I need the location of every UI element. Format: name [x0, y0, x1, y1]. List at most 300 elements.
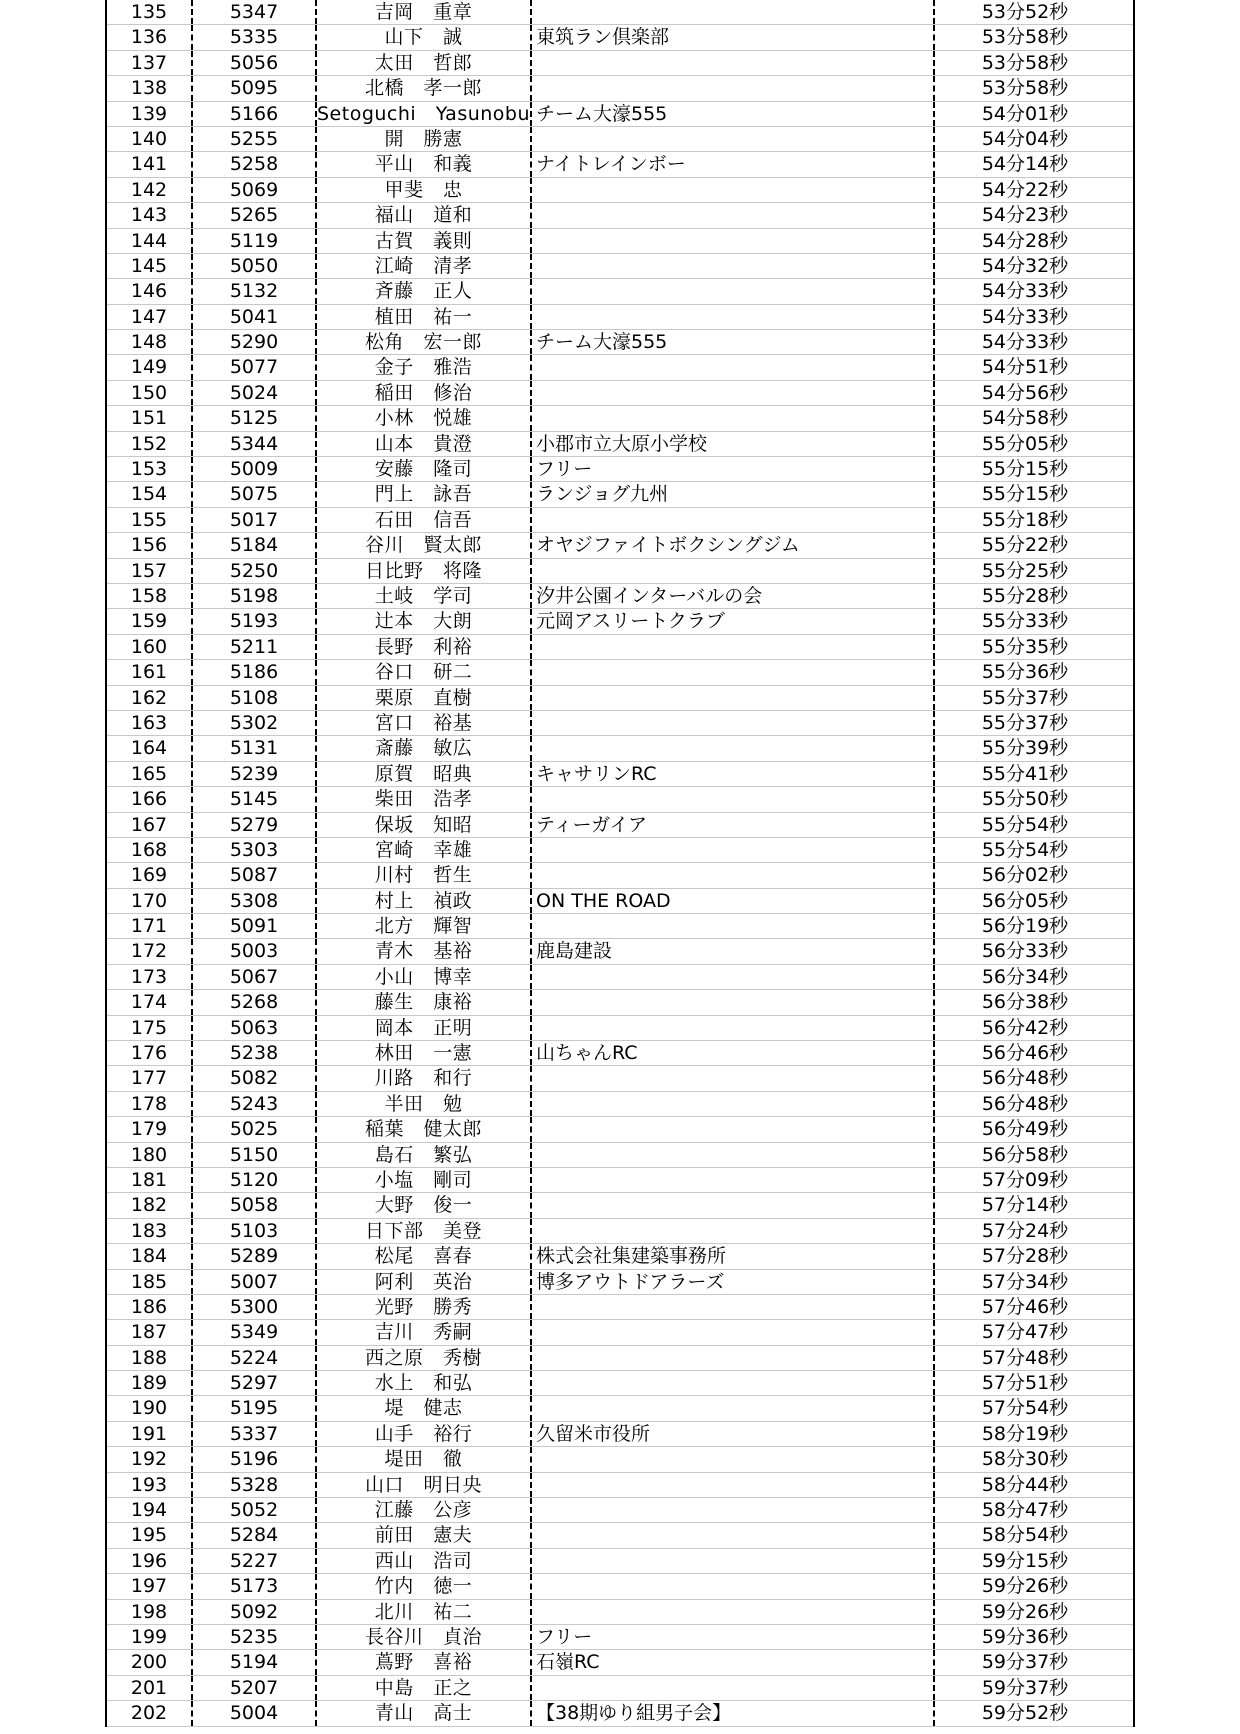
finish-time-cell: 55分15秒: [981, 483, 1069, 506]
table-row: [107, 279, 1133, 304]
finish-time-cell: 54分33秒: [981, 331, 1069, 354]
bib-number-cell: 5075: [193, 482, 317, 506]
team-cell: [532, 1193, 935, 1217]
table-row: [107, 889, 1133, 914]
rank-cell: 186: [107, 1295, 193, 1319]
finish-time-cell: 59分37秒: [981, 1676, 1069, 1699]
runner-name-cell: 林田 一憲: [317, 1041, 532, 1065]
table-row: [107, 457, 1133, 482]
table-row: [107, 25, 1133, 50]
runner-name-cell: 青木 基裕: [317, 939, 532, 963]
runner-name-cell: 日下部 美登: [317, 1219, 532, 1243]
bib-number-cell: 5063: [193, 1016, 317, 1040]
rank-cell: 167: [107, 813, 193, 837]
team-cell: [532, 1066, 935, 1090]
bib-number-cell: 5092: [193, 1600, 317, 1624]
team-cell: [532, 990, 935, 1014]
bib-number-cell: 5024: [193, 381, 317, 405]
rank-cell: 200: [107, 1650, 193, 1674]
finish-time-cell: 55分37秒: [981, 711, 1069, 734]
runner-name-cell: 平山 和義: [317, 152, 532, 176]
rank-cell: 202: [107, 1701, 193, 1725]
runner-name-cell: 古賀 義則: [317, 229, 532, 253]
finish-time-cell: 54分58秒: [981, 407, 1069, 430]
finish-time-cell: 55分25秒: [981, 559, 1069, 582]
finish-time-cell: 54分23秒: [981, 204, 1069, 227]
team-cell: [532, 1346, 935, 1370]
rank-cell: 176: [107, 1041, 193, 1065]
runner-name-cell: 島石 繁弘: [317, 1143, 532, 1167]
runner-name-cell: 原賀 昭典: [317, 762, 532, 786]
runner-name-cell: 山本 貴澄: [317, 432, 532, 456]
rank-cell: 189: [107, 1371, 193, 1395]
table-row: [107, 990, 1133, 1015]
team-cell: 博多アウトドアラーズ: [532, 1270, 935, 1294]
team-cell: [532, 229, 935, 253]
bib-number-cell: 5186: [193, 660, 317, 684]
team-cell: [532, 787, 935, 811]
finish-time-cell: 56分05秒: [981, 889, 1069, 912]
table-row: [107, 178, 1133, 203]
runner-name-cell: 北川 祐二: [317, 1600, 532, 1624]
rank-cell: 201: [107, 1676, 193, 1700]
table-row: [107, 1016, 1133, 1041]
runner-name-cell: 光野 勝秀: [317, 1295, 532, 1319]
bib-number-cell: 5103: [193, 1219, 317, 1243]
finish-time-cell: 59分26秒: [981, 1575, 1069, 1598]
bib-number-cell: 5120: [193, 1168, 317, 1192]
runner-name-cell: 北方 輝智: [317, 914, 532, 938]
team-cell: [532, 381, 935, 405]
bib-number-cell: 5243: [193, 1092, 317, 1116]
team-cell: [532, 1473, 935, 1497]
team-cell: [532, 1600, 935, 1624]
finish-time-cell: 55分33秒: [981, 610, 1069, 633]
finish-time-cell: 54分33秒: [981, 305, 1069, 328]
bib-number-cell: 5194: [193, 1650, 317, 1674]
runner-name-cell: 長谷川 貞治: [317, 1625, 532, 1649]
rank-cell: 151: [107, 406, 193, 430]
runner-name-cell: 稲田 修治: [317, 381, 532, 405]
finish-time-cell: 53分58秒: [981, 77, 1069, 100]
table-row: [107, 914, 1133, 939]
table-row: [107, 1498, 1133, 1523]
runner-name-cell: 安藤 隆司: [317, 457, 532, 481]
bib-number-cell: 5268: [193, 990, 317, 1014]
bib-number-cell: 5091: [193, 914, 317, 938]
team-cell: ティーガイア: [532, 813, 935, 837]
table-row: [107, 1422, 1133, 1447]
runner-name-cell: 岡本 正明: [317, 1016, 532, 1040]
table-row: [107, 1676, 1133, 1701]
rank-cell: 195: [107, 1523, 193, 1547]
bib-number-cell: 5004: [193, 1701, 317, 1725]
table-row: [107, 1371, 1133, 1396]
team-cell: 山ちゃんRC: [532, 1041, 935, 1065]
table-row: [107, 254, 1133, 279]
runner-name-cell: 蔦野 喜裕: [317, 1650, 532, 1674]
bib-number-cell: 5132: [193, 279, 317, 303]
bib-number-cell: 5184: [193, 533, 317, 557]
runner-name-cell: 川路 和行: [317, 1066, 532, 1090]
rank-cell: 154: [107, 482, 193, 506]
rank-cell: 193: [107, 1473, 193, 1497]
rank-cell: 188: [107, 1346, 193, 1370]
runner-name-cell: 竹内 徳一: [317, 1574, 532, 1598]
bib-number-cell: 5009: [193, 457, 317, 481]
runner-name-cell: 柴田 浩孝: [317, 787, 532, 811]
team-cell: [532, 863, 935, 887]
table-row: [107, 1473, 1133, 1498]
table-row: [107, 1625, 1133, 1650]
team-cell: [532, 127, 935, 151]
team-cell: 鹿島建設: [532, 939, 935, 963]
table-row: [107, 1244, 1133, 1269]
runner-name-cell: 村上 禎政: [317, 889, 532, 913]
runner-name-cell: 宮口 裕基: [317, 711, 532, 735]
bib-number-cell: 5211: [193, 635, 317, 659]
table-row: [107, 1092, 1133, 1117]
bib-number-cell: 5041: [193, 305, 317, 329]
runner-name-cell: 北橋 孝一郎: [317, 76, 532, 100]
rank-cell: 165: [107, 762, 193, 786]
bib-number-cell: 5150: [193, 1143, 317, 1167]
table-row: [107, 1295, 1133, 1320]
runner-name-cell: 小林 悦雄: [317, 406, 532, 430]
finish-time-cell: 57分28秒: [981, 1245, 1069, 1268]
bib-number-cell: 5300: [193, 1295, 317, 1319]
finish-time-cell: 55分18秒: [981, 508, 1069, 531]
finish-time-cell: 55分41秒: [981, 762, 1069, 785]
finish-time-cell: 55分54秒: [981, 838, 1069, 861]
runner-name-cell: 福山 道和: [317, 203, 532, 227]
bib-number-cell: 5166: [193, 102, 317, 126]
table-row: [107, 1270, 1133, 1295]
runner-name-cell: 長野 利裕: [317, 635, 532, 659]
finish-time-cell: 55分05秒: [981, 432, 1069, 455]
team-cell: [532, 635, 935, 659]
table-row: [107, 660, 1133, 685]
team-cell: チーム大濠555: [532, 330, 935, 354]
finish-time-cell: 57分54秒: [981, 1397, 1069, 1420]
runner-name-cell: 堤 健志: [317, 1396, 532, 1420]
rank-cell: 156: [107, 533, 193, 557]
runner-name-cell: 山口 明日央: [317, 1473, 532, 1497]
rank-cell: 194: [107, 1498, 193, 1522]
rank-cell: 152: [107, 432, 193, 456]
finish-time-cell: 54分32秒: [981, 254, 1069, 277]
finish-time-cell: 55分28秒: [981, 584, 1069, 607]
table-row: [107, 686, 1133, 711]
runner-name-cell: 土岐 学司: [317, 584, 532, 608]
runner-name-cell: 太田 哲郎: [317, 51, 532, 75]
team-cell: 汐井公園インターバルの会: [532, 584, 935, 608]
rank-cell: 161: [107, 660, 193, 684]
rank-cell: 191: [107, 1422, 193, 1446]
table-row: [107, 1574, 1133, 1599]
bib-number-cell: 5349: [193, 1320, 317, 1344]
table-row: [107, 1549, 1133, 1574]
table-row: [107, 559, 1133, 584]
finish-time-cell: 54分01秒: [981, 102, 1069, 125]
team-cell: [532, 203, 935, 227]
table-row: [107, 0, 1133, 25]
table-row: [107, 508, 1133, 533]
bib-number-cell: 5255: [193, 127, 317, 151]
finish-time-cell: 55分22秒: [981, 534, 1069, 557]
team-cell: [532, 1676, 935, 1700]
rank-cell: 182: [107, 1193, 193, 1217]
bib-number-cell: 5173: [193, 1574, 317, 1598]
bib-number-cell: 5238: [193, 1041, 317, 1065]
rank-cell: 180: [107, 1143, 193, 1167]
runner-name-cell: 川村 哲生: [317, 863, 532, 887]
team-cell: 【38期ゆり組男子会】: [532, 1701, 935, 1725]
team-cell: [532, 178, 935, 202]
table-row: [107, 381, 1133, 406]
runner-name-cell: 山下 誠: [317, 25, 532, 49]
rank-cell: 164: [107, 736, 193, 760]
bib-number-cell: 5052: [193, 1498, 317, 1522]
bib-number-cell: 5017: [193, 508, 317, 532]
table-row: [107, 406, 1133, 431]
team-cell: [532, 1498, 935, 1522]
finish-time-cell: 59分15秒: [981, 1549, 1069, 1572]
finish-time-cell: 57分34秒: [981, 1270, 1069, 1293]
runner-name-cell: 西之原 秀樹: [317, 1346, 532, 1370]
runner-name-cell: 吉岡 重章: [317, 0, 532, 24]
rank-cell: 140: [107, 127, 193, 151]
team-cell: キャサリンRC: [532, 762, 935, 786]
bib-number-cell: 5250: [193, 559, 317, 583]
rank-cell: 175: [107, 1016, 193, 1040]
team-cell: 株式会社集建築事務所: [532, 1244, 935, 1268]
team-cell: [532, 355, 935, 379]
bib-number-cell: 5344: [193, 432, 317, 456]
bib-number-cell: 5125: [193, 406, 317, 430]
runner-name-cell: 松尾 喜春: [317, 1244, 532, 1268]
bib-number-cell: 5095: [193, 76, 317, 100]
table-row: [107, 1066, 1133, 1091]
table-row: [107, 1650, 1133, 1675]
bib-number-cell: 5058: [193, 1193, 317, 1217]
bib-number-cell: 5119: [193, 229, 317, 253]
table-row: [107, 609, 1133, 634]
finish-time-cell: 56分19秒: [981, 915, 1069, 938]
finish-time-cell: 56分49秒: [981, 1118, 1069, 1141]
rank-cell: 166: [107, 787, 193, 811]
bib-number-cell: 5303: [193, 838, 317, 862]
rank-cell: 190: [107, 1396, 193, 1420]
rank-cell: 199: [107, 1625, 193, 1649]
finish-time-cell: 56分33秒: [981, 940, 1069, 963]
rank-cell: 181: [107, 1168, 193, 1192]
finish-time-cell: 57分46秒: [981, 1295, 1069, 1318]
table-row: [107, 736, 1133, 761]
bib-number-cell: 5108: [193, 686, 317, 710]
table-row: [107, 762, 1133, 787]
runner-name-cell: 保坂 知昭: [317, 813, 532, 837]
team-cell: 東筑ラン倶楽部: [532, 25, 935, 49]
team-cell: [532, 406, 935, 430]
team-cell: 小郡市立大原小学校: [532, 432, 935, 456]
bib-number-cell: 5067: [193, 965, 317, 989]
bib-number-cell: 5082: [193, 1066, 317, 1090]
table-row: [107, 533, 1133, 558]
runner-name-cell: 堤田 徹: [317, 1447, 532, 1471]
finish-time-cell: 57分09秒: [981, 1168, 1069, 1191]
team-cell: 石嶺RC: [532, 1650, 935, 1674]
bib-number-cell: 5227: [193, 1549, 317, 1573]
rank-cell: 196: [107, 1549, 193, 1573]
rank-cell: 169: [107, 863, 193, 887]
table-row: [107, 1193, 1133, 1218]
team-cell: [532, 1168, 935, 1192]
rank-cell: 183: [107, 1219, 193, 1243]
bib-number-cell: 5207: [193, 1676, 317, 1700]
finish-time-cell: 57分51秒: [981, 1372, 1069, 1395]
runner-name-cell: 甲斐 忠: [317, 178, 532, 202]
team-cell: [532, 51, 935, 75]
bib-number-cell: 5193: [193, 609, 317, 633]
finish-time-cell: 54分28秒: [981, 229, 1069, 252]
rank-cell: 168: [107, 838, 193, 862]
finish-time-cell: 54分51秒: [981, 356, 1069, 379]
rank-cell: 198: [107, 1600, 193, 1624]
finish-time-cell: 57分47秒: [981, 1321, 1069, 1344]
rank-cell: 144: [107, 229, 193, 253]
finish-time-cell: 55分54秒: [981, 813, 1069, 836]
finish-time-cell: 55分50秒: [981, 788, 1069, 811]
table-row: [107, 355, 1133, 380]
runner-name-cell: 青山 高士: [317, 1701, 532, 1725]
rank-cell: 138: [107, 76, 193, 100]
team-cell: ナイトレインボー: [532, 152, 935, 176]
bib-number-cell: 5003: [193, 939, 317, 963]
runner-name-cell: Setoguchi Yasunobu: [317, 102, 531, 125]
finish-time-cell: 59分52秒: [981, 1702, 1069, 1725]
finish-time-cell: 58分54秒: [981, 1524, 1069, 1547]
rank-cell: 197: [107, 1574, 193, 1598]
rank-cell: 172: [107, 939, 193, 963]
table-row: [107, 635, 1133, 660]
table-row: [107, 229, 1133, 254]
team-cell: [532, 508, 935, 532]
finish-time-cell: 58分47秒: [981, 1499, 1069, 1522]
runner-name-cell: 小塩 剛司: [317, 1168, 532, 1192]
bib-number-cell: 5195: [193, 1396, 317, 1420]
team-cell: [532, 76, 935, 100]
team-cell: [532, 254, 935, 278]
rank-cell: 146: [107, 279, 193, 303]
table-row: [107, 203, 1133, 228]
table-row: [107, 127, 1133, 152]
rank-cell: 179: [107, 1117, 193, 1141]
rank-cell: 147: [107, 305, 193, 329]
table-row: [107, 1447, 1133, 1472]
finish-time-cell: 55分37秒: [981, 686, 1069, 709]
bib-number-cell: 5196: [193, 1447, 317, 1471]
rank-cell: 185: [107, 1270, 193, 1294]
rank-cell: 149: [107, 355, 193, 379]
rank-cell: 139: [107, 102, 193, 126]
runner-name-cell: 大野 俊一: [317, 1193, 532, 1217]
rank-cell: 135: [107, 0, 193, 24]
team-cell: ON THE ROAD: [532, 889, 935, 913]
team-cell: [532, 838, 935, 862]
table-row: [107, 1600, 1133, 1625]
rank-cell: 170: [107, 889, 193, 913]
finish-time-cell: 58分19秒: [981, 1422, 1069, 1445]
team-cell: [532, 1092, 935, 1116]
table-row: [107, 711, 1133, 736]
finish-time-cell: 57分14秒: [981, 1194, 1069, 1217]
team-cell: [532, 1117, 935, 1141]
rank-cell: 155: [107, 508, 193, 532]
team-cell: [532, 736, 935, 760]
bib-number-cell: 5087: [193, 863, 317, 887]
table-row: [107, 330, 1133, 355]
rank-cell: 174: [107, 990, 193, 1014]
table-row: [107, 102, 1133, 127]
team-cell: フリー: [532, 457, 935, 481]
team-cell: フリー: [532, 1625, 935, 1649]
runner-name-cell: 水上 和弘: [317, 1371, 532, 1395]
table-row: [107, 787, 1133, 812]
finish-time-cell: 59分37秒: [981, 1651, 1069, 1674]
bib-number-cell: 5056: [193, 51, 317, 75]
table-row: [107, 1168, 1133, 1193]
team-cell: チーム大濠555: [532, 102, 935, 126]
table-row: [107, 1143, 1133, 1168]
table-row: [107, 1320, 1133, 1345]
runner-name-cell: 斉藤 正人: [317, 279, 532, 303]
bib-number-cell: 5007: [193, 1270, 317, 1294]
finish-time-cell: 56分46秒: [981, 1042, 1069, 1065]
bib-number-cell: 5302: [193, 711, 317, 735]
table-row: [107, 939, 1133, 964]
runner-name-cell: 辻本 大朗: [317, 609, 532, 633]
rank-cell: 184: [107, 1244, 193, 1268]
bib-number-cell: 5224: [193, 1346, 317, 1370]
team-cell: [532, 279, 935, 303]
rank-cell: 157: [107, 559, 193, 583]
finish-time-cell: 54分56秒: [981, 381, 1069, 404]
team-cell: 久留米市役所: [532, 1422, 935, 1446]
bib-number-cell: 5239: [193, 762, 317, 786]
bib-number-cell: 5069: [193, 178, 317, 202]
rank-cell: 162: [107, 686, 193, 710]
rank-cell: 141: [107, 152, 193, 176]
finish-time-cell: 57分24秒: [981, 1219, 1069, 1242]
runner-name-cell: 宮崎 幸雄: [317, 838, 532, 862]
bib-number-cell: 5308: [193, 889, 317, 913]
table-row: [107, 305, 1133, 330]
runner-name-cell: 藤生 康裕: [317, 990, 532, 1014]
runner-name-cell: 栗原 直樹: [317, 686, 532, 710]
runner-name-cell: 谷川 賢太郎: [317, 533, 532, 557]
rank-cell: 136: [107, 25, 193, 49]
table-row: [107, 76, 1133, 101]
team-cell: ランジョグ九州: [532, 482, 935, 506]
finish-time-cell: 55分35秒: [981, 635, 1069, 658]
team-cell: [532, 1219, 935, 1243]
finish-time-cell: 56分42秒: [981, 1016, 1069, 1039]
team-cell: [532, 0, 935, 24]
bib-number-cell: 5198: [193, 584, 317, 608]
table-row: [107, 965, 1133, 990]
bib-number-cell: 5290: [193, 330, 317, 354]
